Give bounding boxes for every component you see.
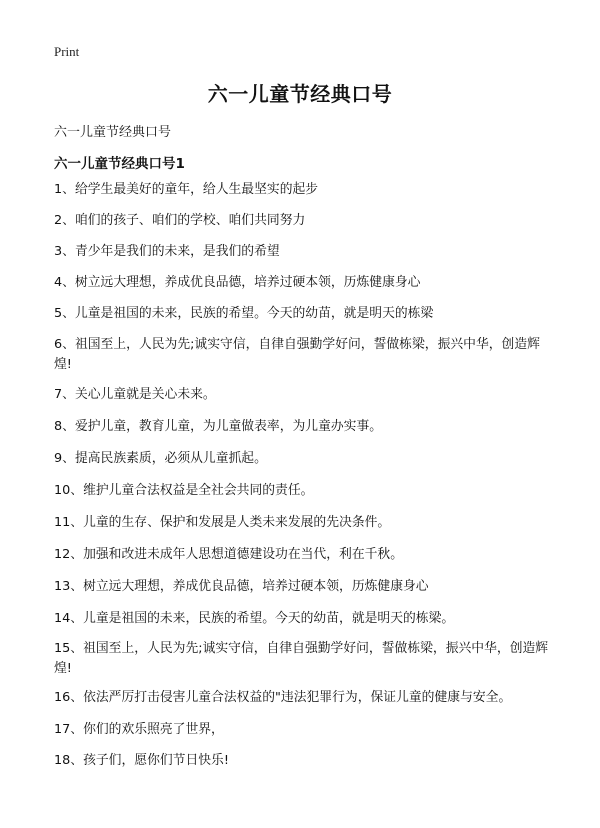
- slogan-item-3: 3、青少年是我们的未来，是我们的希望: [54, 244, 280, 259]
- slogan-item-14: 14、儿童是祖国的未来，民族的希望。今天的幼苗，就是明天的栋梁。: [54, 611, 455, 626]
- slogan-item-12: 12、加强和改进未成年人思想道德建设功在当代，利在千秋。: [54, 547, 404, 562]
- slogan-item-16: 16、依法严厉打击侵害儿童合法权益的"违法犯罪行为，保证儿童的健康与安全。: [54, 690, 512, 705]
- slogan-item-11: 11、儿童的生存、保护和发展是人类未来发展的先决条件。: [54, 515, 391, 530]
- slogan-item-13: 13、树立远大理想，养成优良品德，培养过硬本领，历炼健康身心: [54, 579, 429, 594]
- document-subtitle: 六一儿童节经典口号: [54, 125, 172, 140]
- slogan-item-18: 18、孩子们，愿你们节日快乐!: [54, 753, 229, 768]
- section-heading: 六一儿童节经典口号1: [54, 156, 185, 172]
- slogan-item-9: 9、提高民族素质，必须从儿童抓起。: [54, 451, 267, 466]
- slogan-item-6: 6、祖国至上，人民为先;诚实守信，自律自强勤学好问，誓做栋梁，振兴中华，创造辉煌!: [54, 337, 540, 372]
- slogan-item-5: 5、儿童是祖国的未来，民族的希望。今天的幼苗，就是明天的栋梁: [54, 306, 434, 321]
- slogan-item-17: 17、你们的欢乐照亮了世界，: [54, 722, 224, 737]
- slogan-item-2: 2、咱们的孩子、咱们的学校、咱们共同努力: [54, 213, 306, 228]
- slogan-item-1: 1、给学生最美好的童年，给人生最坚实的起步: [54, 182, 319, 197]
- slogan-item-4: 4、树立远大理想，养成优良品德，培养过硬本领，历炼健康身心: [54, 275, 421, 290]
- print-link[interactable]: Print: [54, 44, 80, 59]
- page-title: 六一儿童节经典口号: [207, 82, 393, 106]
- slogan-item-10: 10、维护儿童合法权益是全社会共同的责任。: [54, 483, 314, 498]
- slogan-item-7: 7、关心儿童就是关心未来。: [54, 387, 216, 402]
- slogan-item-15: 15、祖国至上，人民为先;诚实守信，自律自强勤学好问，誓做栋梁，振兴中华，创造辉煌!: [54, 641, 549, 676]
- slogan-item-8: 8、爱护儿童，教育儿童，为儿童做表率，为儿童办实事。: [54, 419, 383, 434]
